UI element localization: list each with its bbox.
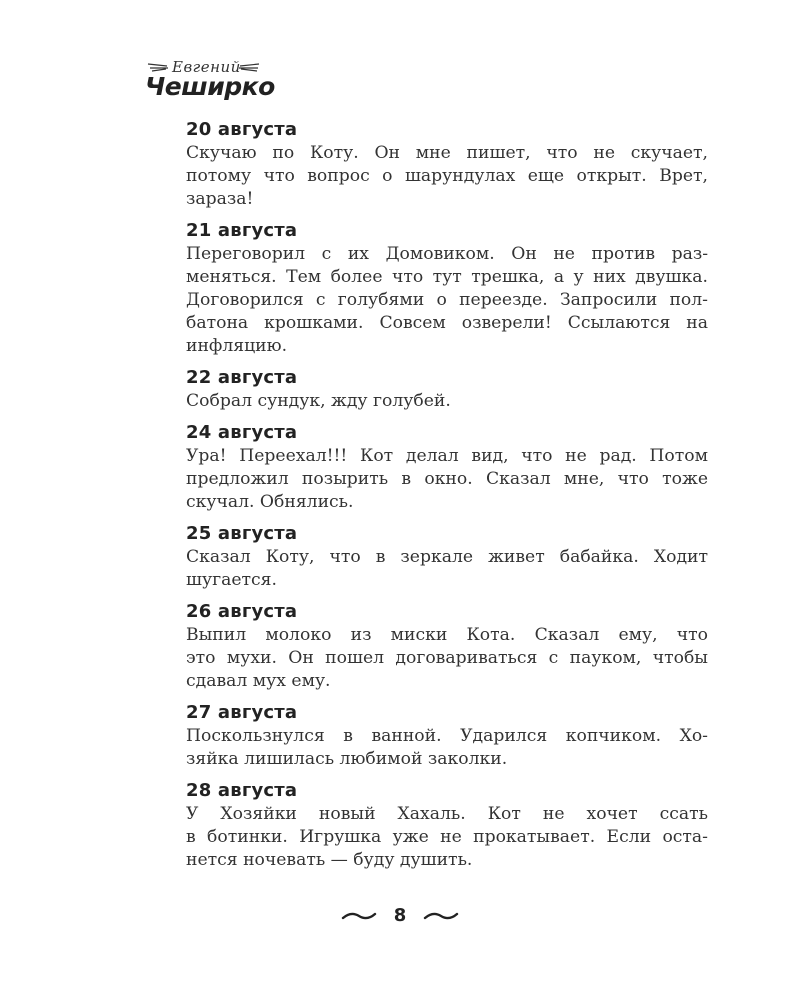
- text-line: Сказал Коту, что в зеркале живет бабайка. Ходит: [186, 547, 708, 567]
- entry-date: 25 августа: [186, 523, 298, 544]
- entry-date: 28 августа: [186, 780, 298, 801]
- text-line: Переговорил с их Домовиком. Он не против раз-: [186, 244, 708, 264]
- page-number: 8: [393, 905, 407, 926]
- author-last-name: Чеширко: [145, 72, 275, 101]
- entry-text: [186, 445, 708, 514]
- diary-entry: [186, 366, 708, 413]
- tilde-ornament-right-icon: [423, 906, 459, 927]
- text-line: потому что вопрос о шарундулах еще открыт. Врет,: [186, 166, 708, 186]
- diary-entry: [186, 600, 708, 693]
- entry-date: 26 августа: [186, 601, 298, 622]
- diary-entry: [186, 701, 708, 771]
- text-line: Поскользнулся в ванной. Ударился копчиком. Хо-: [186, 726, 708, 746]
- diary-entry: [186, 219, 708, 358]
- tilde-ornament-left-icon: [341, 906, 377, 927]
- diary-entry: [186, 779, 708, 872]
- entry-text: [186, 243, 708, 358]
- author-first-name: Евгений: [172, 58, 241, 76]
- entry-text: [186, 546, 708, 592]
- text-line: меняться. Тем более что тут трешка, а у них двушка.: [186, 267, 708, 287]
- page-footer: [0, 905, 800, 927]
- entry-text: [186, 390, 708, 413]
- diary-entry: [186, 118, 708, 211]
- text-line: шугается.: [186, 570, 277, 590]
- text-line: Договорился с голубями о переезде. Запросили пол-: [186, 290, 708, 310]
- text-line: в ботинки. Игрушка уже не прокатывает. Если оста-: [186, 827, 708, 847]
- text-line: Ура! Переехал!!! Кот делал вид, что не рад. Потом: [186, 446, 708, 466]
- entry-date: 20 августа: [186, 119, 298, 140]
- entry-text: [186, 624, 708, 693]
- author-logo: [145, 58, 275, 106]
- text-line: это мухи. Он пошел договариваться с пауком, чтобы: [186, 648, 708, 668]
- text-line: нется ночевать — буду душить.: [186, 850, 473, 870]
- entry-date: 27 августа: [186, 702, 298, 723]
- text-line: инфляцию.: [186, 336, 288, 356]
- entry-date: 22 августа: [186, 367, 298, 388]
- diary-entry: [186, 522, 708, 592]
- text-line: зяйка лишилась любимой заколки.: [186, 749, 508, 769]
- entry-text: [186, 725, 708, 771]
- text-line: батона крошками. Совсем озверели! Ссылаются на: [186, 313, 708, 333]
- text-line: скучал. Обнялись.: [186, 492, 354, 512]
- diary-entries: [186, 118, 708, 880]
- text-line: Выпил молоко из миски Кота. Сказал ему, что: [186, 625, 708, 645]
- entry-text: [186, 142, 708, 211]
- entry-text: [186, 803, 708, 872]
- text-line: сдавал мух ему.: [186, 671, 331, 691]
- diary-entry: [186, 421, 708, 514]
- text-line: Собрал сундук, жду голубей.: [186, 391, 451, 411]
- entry-date: 21 августа: [186, 220, 298, 241]
- text-line: У Хозяйки новый Хахаль. Кот не хочет ссать: [186, 804, 708, 824]
- text-line: зараза!: [186, 189, 254, 209]
- text-line: предложил позырить в окно. Сказал мне, что тоже: [186, 469, 708, 489]
- text-line: Скучаю по Коту. Он мне пишет, что не скучает,: [186, 143, 708, 163]
- entry-date: 24 августа: [186, 422, 298, 443]
